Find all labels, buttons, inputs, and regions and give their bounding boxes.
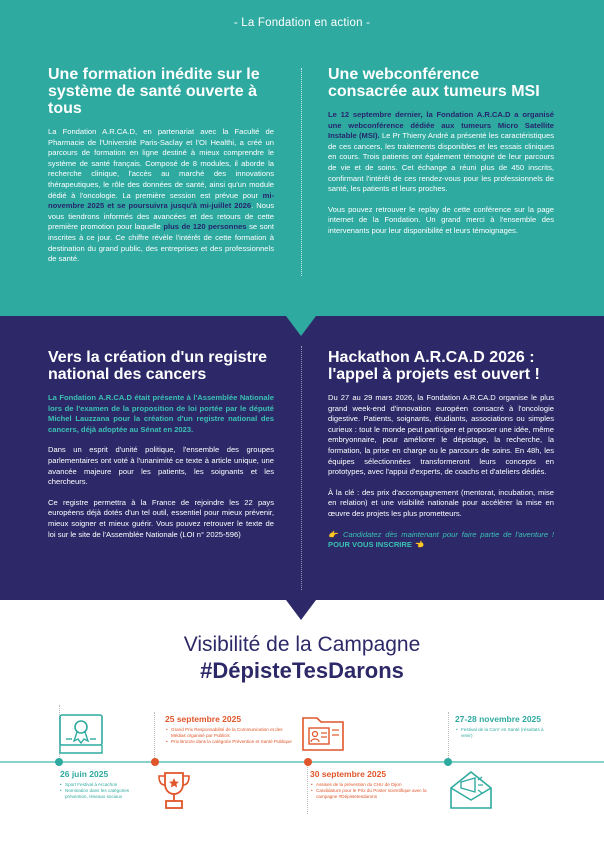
registre-highlight: La Fondation A.R.CA.D était présente à l'Assemblée Nationale lors de l'examen de la proposition de loi portée par le député Michel Lauzzana pour la création d'un registre national des cancers, déjà adoptée au Sénat en 2023. bbox=[48, 393, 274, 434]
webconf-text: Le Pr Thierry André a présenté les caractéristiques de ces cancers, les traitements disponibles et les essais cliniques en cours. Trois patients ont également témoigné de leur parcours de vie et de soins. Cet échange a réuni plus de 450 inscrits, confirmant l'intérêt de ces rendez-vous pour les professionnels de santé, les patients et leurs proches. bbox=[328, 131, 554, 194]
column-divider-2 bbox=[301, 346, 302, 590]
event-list bbox=[60, 782, 142, 800]
webconf-title: Une webconférence consacrée aux tumeurs MSI bbox=[328, 66, 540, 100]
hackathon-cta bbox=[328, 530, 554, 551]
event-item: • Candidature pour le Prix du Poster scientifique avec la campagne #Dépistetesdarons bbox=[311, 788, 431, 800]
event-date: 30 septembre 2025 bbox=[310, 769, 387, 779]
formation-title: Une formation inédite sur le système de santé ouverte à tous bbox=[48, 66, 260, 117]
pointing-left-icon: 👈 bbox=[411, 540, 424, 550]
event-date: 27-28 novembre 2025 bbox=[455, 714, 541, 724]
hackathon-article bbox=[328, 349, 554, 561]
timeline-line bbox=[0, 761, 604, 763]
timeline-dot bbox=[444, 758, 452, 766]
timeline-tick bbox=[154, 712, 155, 762]
folder-id-icon bbox=[301, 712, 345, 754]
navy-section bbox=[0, 316, 604, 600]
registre-body bbox=[48, 393, 274, 540]
register-link[interactable]: POUR VOUS INSCRIRE bbox=[328, 540, 412, 550]
column-divider bbox=[301, 68, 302, 276]
registre-text: Dans un esprit d'unité politique, l'ensemble des groupes parlementaires ont voté à l'unanimité ce texte à article unique, une avancée majeure pour les patients, les soignants et les chercheurs. bbox=[48, 445, 274, 487]
event-list bbox=[166, 727, 296, 745]
hackathon-title: Hackathon A.R.CA.D 2026 : l'appel à projets est ouvert ! bbox=[328, 349, 540, 383]
timeline-dot bbox=[55, 758, 63, 766]
campaign-hashtag: #DépisteTesDarons bbox=[200, 658, 404, 683]
formation-highlight-dates: mi-novembre 2025 et se poursuivra jusqu'à mi-juillet 2026 bbox=[48, 190, 274, 211]
hackathon-body bbox=[328, 393, 554, 551]
webconf-body bbox=[328, 110, 554, 237]
event-date: 26 juin 2025 bbox=[60, 769, 109, 779]
webconf-article bbox=[328, 66, 554, 247]
registre-title: Vers la création d'un registre national des cancers bbox=[48, 349, 267, 383]
formation-highlight-count: plus de 120 personnes bbox=[163, 222, 247, 232]
timeline-dot bbox=[151, 758, 159, 766]
formation-text-2: . Nous vous tiendrons informés des avancées et des retours de cette première promotion pour laquelle bbox=[48, 201, 274, 232]
trophy-icon bbox=[156, 770, 192, 812]
section-label: - La Fondation en action - bbox=[233, 17, 371, 29]
timeline-tick bbox=[307, 764, 308, 814]
formation-text: La Fondation A.R.CA.D, en partenariat avec la Faculté de Pharmacie de l'Université Paris-Saclay et l'OI Healthi, a créé un parcours de formation en ligne destiné à mieux comprendre le système de santé français. Composé de 8 modules, il aborde la recherche clinique, l'accès au marché des innovations thérapeutiques, le rôle des données de santé, ainsi qu'un module dédié à l'oncologie. La première session est prévue pour bbox=[48, 127, 274, 200]
campaign-title: Visibilité de la Campagne bbox=[183, 633, 421, 656]
event-item: • Festival de la Com' en Santé (résultats à venir) bbox=[456, 727, 556, 739]
event-list bbox=[456, 727, 556, 739]
webconf-highlight: Le 12 septembre dernier, la Fondation A.R.CA.D a organisé une webconférence dédiée aux tumeurs Micro Satellite Instable (MSI). bbox=[328, 110, 554, 141]
hackathon-cta-text: Candidatez dès maintenant pour faire partie de l'aventure ! bbox=[339, 529, 554, 539]
formation-article bbox=[48, 66, 274, 275]
event-item: • Prix Bronze dans la catégorie Prévention et Santé Publique bbox=[166, 739, 296, 745]
formation-text-3: se sont inscrites à ce jour. Ce chiffre révèle l'intérêt de cette formation à destination du grand public, des entreprises et des professionnels de santé. bbox=[48, 222, 275, 264]
award-certificate-icon bbox=[58, 713, 104, 755]
event-date: 25 septembre 2025 bbox=[165, 714, 242, 724]
event-item: • Sport Festival à Arcachon bbox=[60, 782, 142, 788]
hackathon-text-2: À la clé : des prix d'accompagnement (mentorat, incubation, mise en relation) et une visibilité nationale pour accélérer la mise en œuvre des projets les plus prometteurs. bbox=[328, 487, 554, 518]
teal-section bbox=[0, 0, 604, 316]
event-item: • Nomination dans les catégories prévention, réseaux sociaux bbox=[60, 788, 142, 800]
timeline-dot bbox=[304, 758, 312, 766]
event-list bbox=[311, 782, 431, 800]
section-notch-teal bbox=[286, 316, 316, 336]
megaphone-mail-icon bbox=[447, 768, 495, 812]
event-item: • Grand Prix Responsabilité de la Communication et des Médias organisé par Publicis bbox=[166, 727, 296, 739]
hackathon-text: Du 27 au 29 mars 2026, la Fondation A.R.CA.D organise le plus grand week-end d'innovation européen consacré à l'oncologie digestive. Patients, soignants, étudiants, associations ou simples curieux : tout le monde peut participer et proposer une idée, même embryonnaire, pour améliorer le dépistage, la recherche, la formation, la prise en charge ou le parcours de soins. En 48h, les équipes sélectionnées transformeront leurs concepts en prototypes, avec l'appui d'experts, de coachs et d'ateliers dédiés. bbox=[328, 393, 554, 477]
formation-body bbox=[48, 127, 274, 265]
event-item: • Assises de la prévention du CHU de Dijon bbox=[311, 782, 431, 788]
pointing-right-icon: 👉 bbox=[328, 529, 340, 539]
registre-text-2: Ce registre permettra à la France de rejoindre les 22 pays européens déjà dotés d'un tel outil, essentiel pour mieux prévenir, mieux soigner et mieux guérir. Vous pouvez retrouver le texte de loi sur le site de l'Assemblée Nationale (LOI n° 2025-596) bbox=[48, 497, 274, 539]
registre-article bbox=[48, 349, 274, 550]
timeline-tick bbox=[448, 712, 449, 762]
section-notch-navy bbox=[286, 600, 316, 620]
webconf-text-2: Vous pouvez retrouver le replay de cette conférence sur la page internet de la Fondation. Un grand merci à l'ensemble des intervenants pour leur disponibilité et leurs témoignages. bbox=[328, 204, 554, 235]
campaign-heading bbox=[0, 632, 604, 685]
